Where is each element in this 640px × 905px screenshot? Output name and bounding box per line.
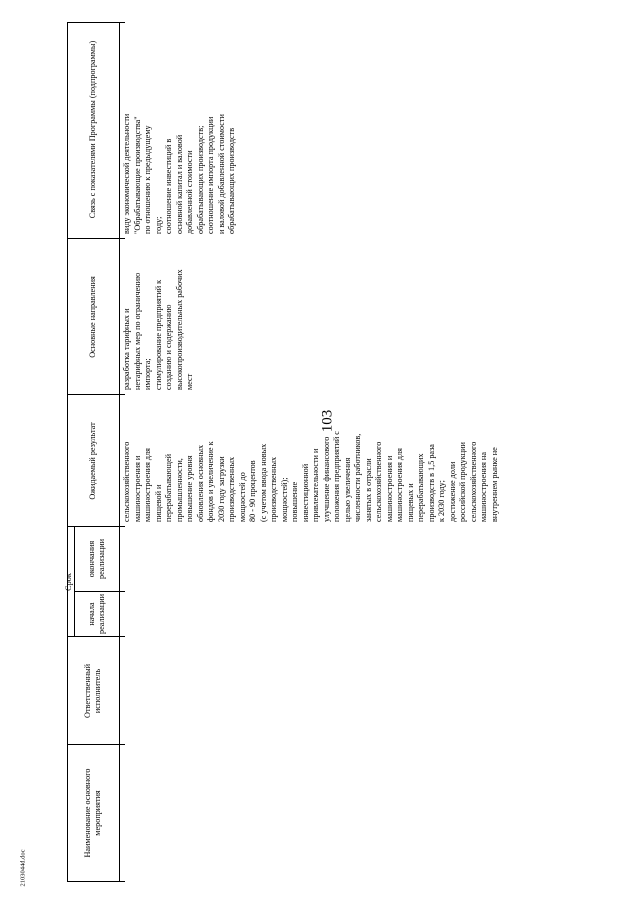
link-line: добавленной стоимости <box>185 150 194 234</box>
result-line: улучшение финансового <box>321 436 331 522</box>
cell-name <box>121 748 143 878</box>
result-line: пищевой и <box>153 484 163 522</box>
result-line: к 2030 году; <box>437 480 446 522</box>
result-line: промышленности, <box>174 458 184 522</box>
result-line: производств в 1,5 раза <box>426 444 436 522</box>
result-line: (с учетом ввода новых <box>258 443 268 522</box>
directions-line: высокопроизводительных рабочих <box>174 269 184 390</box>
result-line: пищевых и <box>405 483 415 522</box>
result-line: целью увеличения <box>342 457 352 522</box>
cell-program-link <box>120 24 252 234</box>
result-line: российской продукции <box>458 442 467 522</box>
result-line: внутреннем рынке не <box>489 447 499 522</box>
header-term: Срок <box>64 573 74 591</box>
directions-line: нетарифных мер по ограничению <box>132 272 142 390</box>
result-line: машиностроения на <box>479 452 488 522</box>
cell-start <box>121 594 143 634</box>
result-line: численности работников, <box>353 433 362 522</box>
result-line: инвестиционной <box>300 463 310 522</box>
directions-line: разработка тарифных и <box>122 308 131 390</box>
result-line: перерабатывающих <box>416 453 425 522</box>
header-responsible: Ответственный исполнитель <box>82 664 102 718</box>
directions-line: стимулирование предприятий к <box>153 279 163 390</box>
cell-expected-result <box>120 396 507 522</box>
page-number-text: 103 <box>319 409 336 433</box>
result-line: фондов и увеличение к <box>206 441 215 522</box>
link-line: обрабатывающих производств; <box>195 125 205 234</box>
result-line: сельскохозяйственного <box>122 441 131 522</box>
result-line: производственных <box>227 456 236 522</box>
cell-main-directions <box>120 240 212 390</box>
header-end: окончания реализации <box>86 539 106 580</box>
link-line: обрабатывающих производств <box>227 127 236 234</box>
column-divider-2 <box>67 636 125 637</box>
link-line: "Обрабатывающие производства" <box>132 116 142 234</box>
result-line: производственных <box>269 456 278 522</box>
result-line: машиностроения для <box>143 448 152 522</box>
link-line: основной капитал и валовой <box>174 134 184 234</box>
result-line: сельскохозяйственного <box>468 441 478 522</box>
result-line: повышение <box>290 481 299 522</box>
cell-responsible <box>121 640 143 742</box>
result-line: достижение доли <box>447 461 457 522</box>
header-link: Связь с показателями Программы (подпрограммы) <box>87 40 97 219</box>
directions-line: мест <box>185 373 194 390</box>
link-line: по отношению к предыдущему <box>143 125 152 234</box>
directions-line: импорта; <box>143 358 152 390</box>
result-line: положения предприятий с <box>332 431 341 522</box>
link-line: виду экономической деятельности <box>122 113 131 234</box>
result-line: машиностроения и <box>384 455 394 522</box>
result-line: занятых в отрасли <box>363 458 373 522</box>
result-line: 2030 году загрузки <box>216 456 226 522</box>
column-divider-1 <box>67 744 125 745</box>
result-line: сельскохозяйственного <box>374 441 383 522</box>
link-line: соотношение импорта продукции <box>206 116 215 234</box>
result-line: повышение уровня <box>185 455 194 522</box>
table-left-border <box>67 881 125 882</box>
column-divider-6 <box>67 238 125 239</box>
document-id-text: 2103044d.doc <box>19 849 27 887</box>
table-top-border <box>67 22 68 882</box>
cell-end <box>121 529 143 589</box>
result-line: машиностроения и <box>132 455 142 522</box>
link-line: году; <box>153 216 163 234</box>
column-divider-5 <box>67 394 125 395</box>
table-frame <box>64 22 607 882</box>
link-line: и валовой добавленной стоимости <box>216 114 226 234</box>
result-line: обновления основных <box>195 444 205 522</box>
header-name: Наименование основного мероприятия <box>82 768 102 858</box>
result-line: машиностроения для <box>395 448 404 522</box>
result-line: перерабатывающей <box>164 454 173 522</box>
directions-line: созданию и содержанию <box>164 304 173 390</box>
table-right-border <box>67 22 125 23</box>
header-result: Ожидаемый результат <box>87 422 97 500</box>
header-directions: Основные направления <box>87 276 97 358</box>
link-line: соотношение инвестиций в <box>164 138 173 234</box>
result-line: мощностей); <box>279 477 289 522</box>
rotated-table <box>64 22 607 882</box>
result-line: мощностей до <box>237 472 247 522</box>
result-line: привлекательности и <box>311 448 320 522</box>
header-start: начала реализации <box>86 594 106 635</box>
result-line: 80 - 90 процентов <box>248 460 257 522</box>
